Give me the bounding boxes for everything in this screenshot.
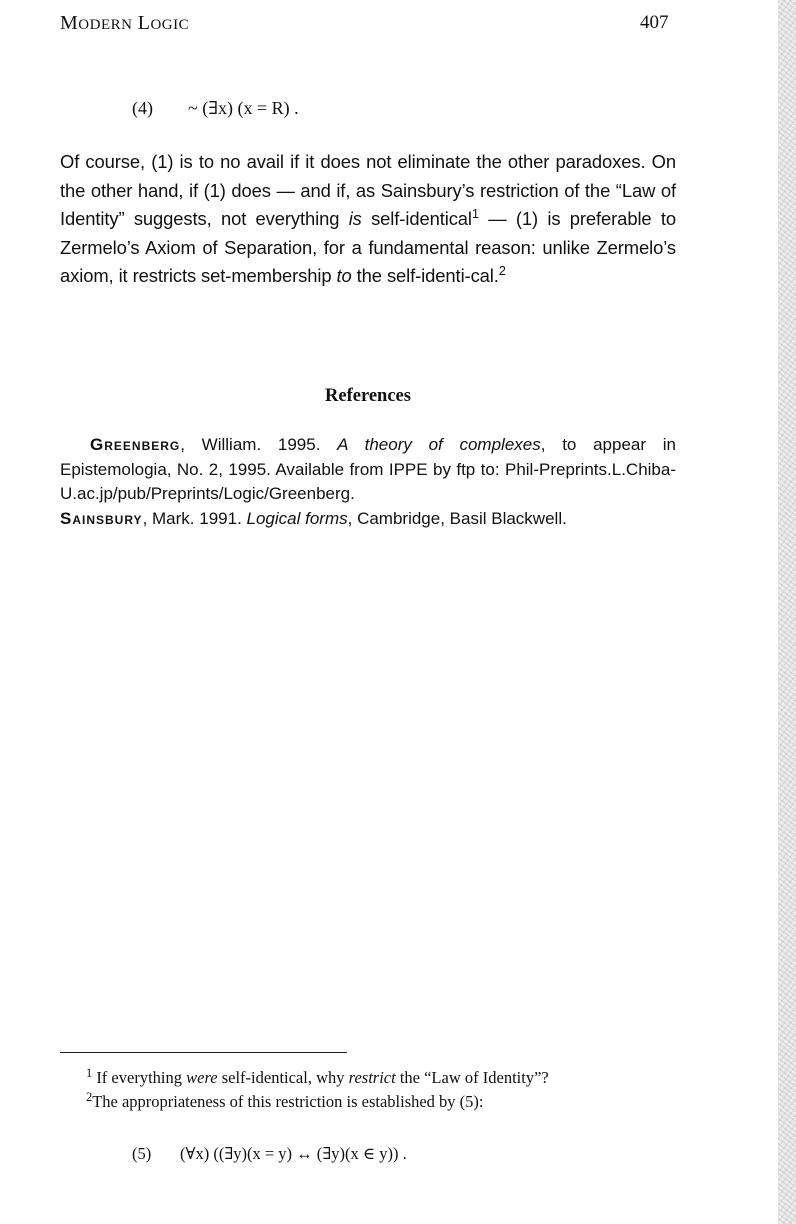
reference-item	[60, 433, 676, 507]
reference-author: Sainsbury	[60, 508, 143, 528]
reference-author: Greenberg	[90, 435, 181, 454]
footnote-1-emphasis: were	[186, 1068, 218, 1087]
body-paragraph	[60, 148, 676, 291]
running-title-initial-m: M	[60, 12, 79, 34]
footnote-1	[86, 1065, 549, 1088]
paragraph-emphasis-is: is	[348, 208, 362, 229]
footnote-ref-1[interactable]: 1	[471, 205, 479, 221]
reference-text: , Cambridge, Basil Blackwell.	[347, 508, 567, 528]
formula-4-label: (4)	[132, 98, 153, 118]
footnote-2-mark: 2	[86, 1089, 93, 1104]
references-heading: References	[325, 386, 411, 406]
reference-title: A theory of complexes	[337, 435, 541, 454]
running-title	[60, 12, 189, 35]
footnote-1-text: If everything	[92, 1068, 187, 1087]
formula-5	[132, 1144, 407, 1164]
footnote-2-text: The appropriateness of this restriction is established by (5):	[92, 1092, 484, 1111]
running-title-initial-l: L	[137, 12, 151, 34]
references-list	[60, 433, 676, 531]
paragraph-text-2: self-identical	[361, 208, 472, 229]
footnote-1-text: self-identical, why	[217, 1068, 349, 1087]
paragraph-text-1: Of course, (1) is to no avail if it does not eliminate the other paradoxes. On the other hand, if (1) does — and if, as Sainsbury’s restriction of the “Law of Identity” suggests, not everything	[60, 151, 676, 229]
page-number: 407	[640, 12, 669, 33]
footnote-2	[86, 1089, 484, 1112]
paragraph-emphasis-to: to	[336, 265, 352, 286]
footnote-1-emphasis: restrict	[348, 1068, 396, 1087]
paragraph-text-4: the self-identi-cal.	[351, 265, 499, 286]
footnote-1-text: the “Law of Identity”?	[395, 1068, 549, 1087]
footnote-separator	[60, 1052, 347, 1053]
footnote-1-mark: 1	[86, 1065, 93, 1080]
formula-5-expression: (∀x) ((∃y)(x = y) ↔ (∃y)(x ∈ y)) .	[180, 1144, 407, 1163]
formula-4-expression: ~ (∃x) (x = R) .	[188, 98, 299, 118]
paragraph-text-3: — (1) is preferable to Zermelo’s Axiom of Separation, for a fundamental reason: unlike Zermelo’s axiom, it restricts set-membership	[60, 208, 676, 286]
reference-text: , Mark. 1991.	[142, 508, 247, 528]
reference-text: , to appear in Epistemologia, No. 2, 1995. Available from IPPE by ftp to: Phil-Preprints.L.Chiba-U.ac.jp/pub/Preprints/Logic/Greenberg.	[60, 435, 676, 503]
scan-gutter-texture	[778, 0, 796, 1224]
formula-4	[132, 98, 299, 119]
reference-text: , William. 1995.	[180, 435, 338, 454]
reference-item	[60, 507, 676, 532]
formula-5-label: (5)	[132, 1144, 152, 1163]
running-title-word-2: OGIC	[150, 17, 190, 33]
running-title-word-1: ODERN	[78, 17, 133, 33]
reference-title: Logical forms	[246, 508, 348, 528]
footnote-ref-2[interactable]: 2	[498, 262, 506, 278]
